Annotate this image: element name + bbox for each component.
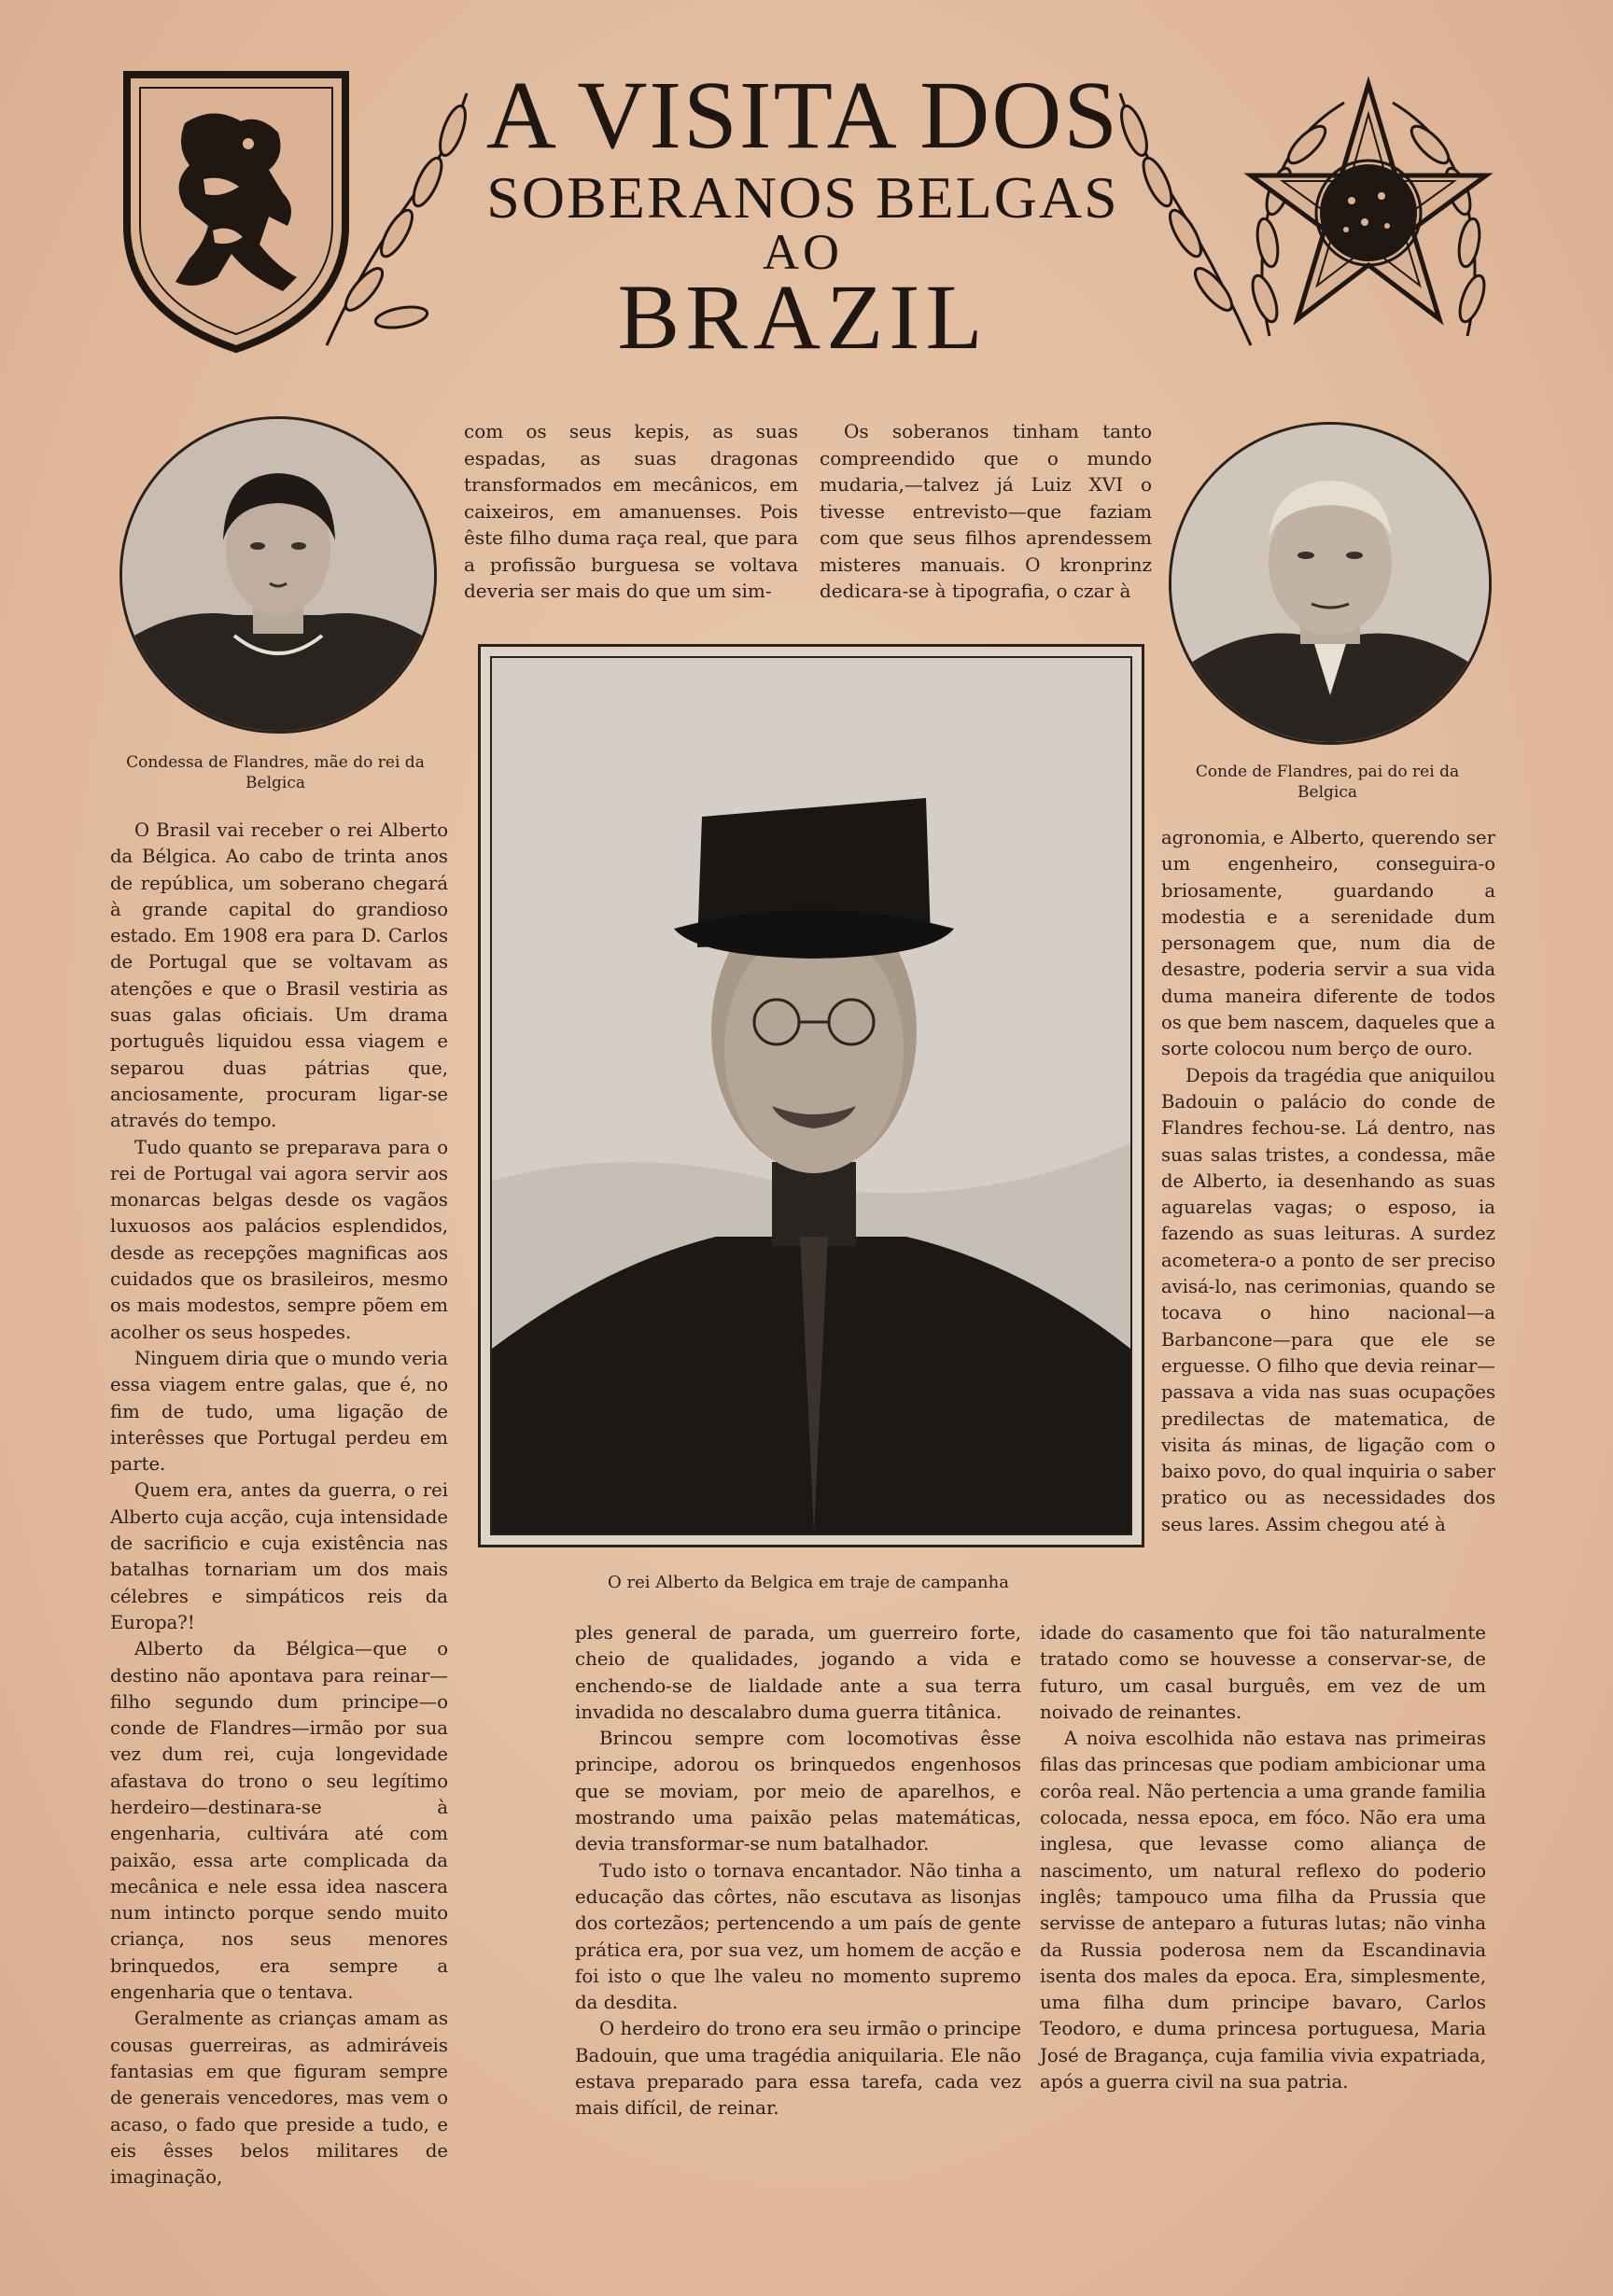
paragraph: Tudo quanto se preparava para o rei de Portugal vai agora servir aos monarcas belgas desde os vagãos luxuosos aos palácios esplendidos, desde as recepções magnificas aos cuidados que os brasileiros, mesmo os mais modestos, sempre põem em acolher os seus hospedes. — [110, 1136, 448, 1343]
caption-left-portrait: Condessa de Flandres, mãe do rei da Belgica — [126, 753, 425, 792]
countess-portrait-image — [122, 419, 434, 731]
portrait-count-of-flanders — [1169, 422, 1492, 745]
paragraph: com os seus kepis, as suas espadas, as suas dragonas transformados em mecânicos, em caixeiros, em amanuenses. Pois êste filho duma raça real, que para a profissão burguesa se voltava deveria ser mais do que um sim- — [464, 420, 798, 602]
paragraph: Tudo isto o tornava encantador. Não tinha a educação das côrtes, não escutava as lisonjas dos cortezãos; pertencendo a um país de gente prática era, por sua vez, um homem de acção e foi isto o que lhe valeu no momento supremo da desdita. — [575, 1859, 1021, 2014]
count-portrait-image — [1171, 425, 1489, 742]
caption-center-photo: O rei Alberto da Belgica em traje de campanha — [608, 1573, 1009, 1592]
king-albert-portrait-image — [492, 658, 1130, 1533]
caption-right-portrait: Conde de Flandres, pai do rei da Belgica — [1195, 763, 1460, 802]
column-top-right — [820, 418, 1152, 605]
paragraph: A noiva escolhida não estava nas primeiras filas das princesas que podiam ambicionar uma corôa real. Não pertencia a uma grande familia colocada, nessa epoca, em fóco. Não era uma inglesa, que levasse como aliança de nascimento, um natural reflexo do poderio inglês; tampouco uma filha da Prussia que servisse de anteparo a futuras lutas; não vinha da Russia poderosa nem da Escandinavia isenta dos males da epoca. Era, simplesmente, uma filha dum principe bavaro, Carlos Teodoro, e duma princesa portuguesa, Maria José de Bragança, cuja familia vivia expatriada, após a guerra civil na sua patria. — [1040, 1728, 1486, 2093]
column-bottom-right — [1040, 1620, 1486, 2095]
headline-line-1: A VISITA DOS — [485, 62, 1120, 169]
left-laurel-icon — [308, 75, 476, 355]
headline-line-4: BRAZIL — [617, 265, 989, 369]
king-albert-photo — [490, 656, 1132, 1535]
paragraph: Geralmente as crianças amam as cousas guerreiras, as admiráveis fantasias em que figuram sempre de generais vencedores, mas vem o acaso, o fado que preside a tudo, e eis êsses belos militares de imaginação, — [110, 2008, 448, 2189]
column-top-middle — [464, 418, 798, 605]
column-left — [110, 818, 448, 2191]
paragraph: Ninguem diria que o mundo veria essa viagem entre galas, que é, no fim de tudo, uma ligação de interêsses que Portugal perdeu em parte. — [110, 1347, 448, 1476]
paragraph: O herdeiro do trono era seu irmão o principe Badouin, que uma tragédia aniquilaria. Ele não estava preparado para essa tarefa, cada vez mais difícil, de reinar. — [575, 2018, 1021, 2120]
column-right — [1161, 825, 1495, 1538]
king-albert-photo-frame — [478, 644, 1144, 1547]
paragraph: Os soberanos tinham tanto compreendido que o mundo mudaria,—talvez já Luiz XVI o tivesse entrevisto—que faziam com que seus filhos aprendessem misteres manuais. O kronprinz dedicara-se à tipografia, o czar à — [820, 420, 1152, 602]
column-bottom-middle — [575, 1620, 1021, 2122]
paragraph: ples general de parada, um guerreiro forte, cheio de qualidades, jogando a vida e enchendo-se de lialdade ante a sua terra invadida no descalabro duma guerra titânica. — [575, 1622, 1021, 1723]
paragraph: agronomia, e Alberto, querendo ser um engenheiro, conseguira-o briosamente, guardando a modestia e a serenidade dum personagem que, num dia de desastre, poderia servir a sua vida duma maneira diferente de todos os que bem nascem, daqueles que a sorte colocou num berço de ouro. — [1161, 827, 1495, 1060]
paragraph: idade do casamento que foi tão naturalmente tratado como se houvesse a conservar-se, de futuro, um casal burguês, em vez de um noivado de reinantes. — [1040, 1622, 1486, 1723]
paragraph: O Brasil vai receber o rei Alberto da Bélgica. Ao cabo de trinta anos de república, um soberano chegará à grande capital do grandioso estado. Em 1908 era para D. Carlos de Portugal que se voltavam as atenções e que o Brasil vestiria as suas galas oficiais. Um drama português liquidou essa viagem e separou duas pátrias que, anciosamente, procuram ligar-se através do tempo. — [110, 819, 448, 1132]
paragraph: Quem era, antes da guerra, o rei Alberto cuja acção, cuja intensidade de sacrificio e cuja existência nas batalhas tornariam um dos mais célebres e simpáticos reis da Europa?! — [110, 1479, 448, 1633]
headline-line-2: SOBERANOS BELGAS — [486, 164, 1119, 231]
paragraph: Alberto da Bélgica—que o destino não apontava para reinar—filho segundo dum principe—o conde de Flandres—irmão por sua vez dum rei, cuja longevidade afastava do trono o seu legítimo herdeiro—destinara-se à engenharia, cultivára até com paixão, essa arte complicada da mecânica e nele essa idea nascera num intincto porque sendo muito criança, nos seus menores brinquedos, era sempre a engenharia que o tentava. — [110, 1638, 448, 2004]
brazil-star-emblem-icon — [1241, 65, 1495, 366]
paragraph: Depois da tragédia que aniquilou Badouin o palácio do conde de Flandres fechou-se. Lá dentro, nas suas salas tristes, a condessa, mãe de Alberto, ia desenhando as suas aguarelas vagas; o esposo, ia fazendo as suas leituras. A surdez acometera-o a ponto de ser preciso avisá-lo, nas cerimonias, quando se tocava o hino nacional—a Barbancone—para que ele se erguesse. O filho que devia reinar—passava a vida nas suas ocupações predilectas de matematica, de visita ás minas, de ligação com o baixo povo, do qual inquiria o saber pratico ou as necessidades dos seus lares. Assim chegou até à — [1161, 1064, 1495, 1535]
headline-line-3: AO — [763, 224, 843, 280]
portrait-countess-of-flanders — [119, 416, 437, 734]
paragraph: Brincou sempre com locomotivas êsse principe, adorou os brinquedos engenhosos que se moviam, por meio de aparelhos, e mostrando uma paixão pelas matemáticas, devia transformar-se num batalhador. — [575, 1728, 1021, 1855]
